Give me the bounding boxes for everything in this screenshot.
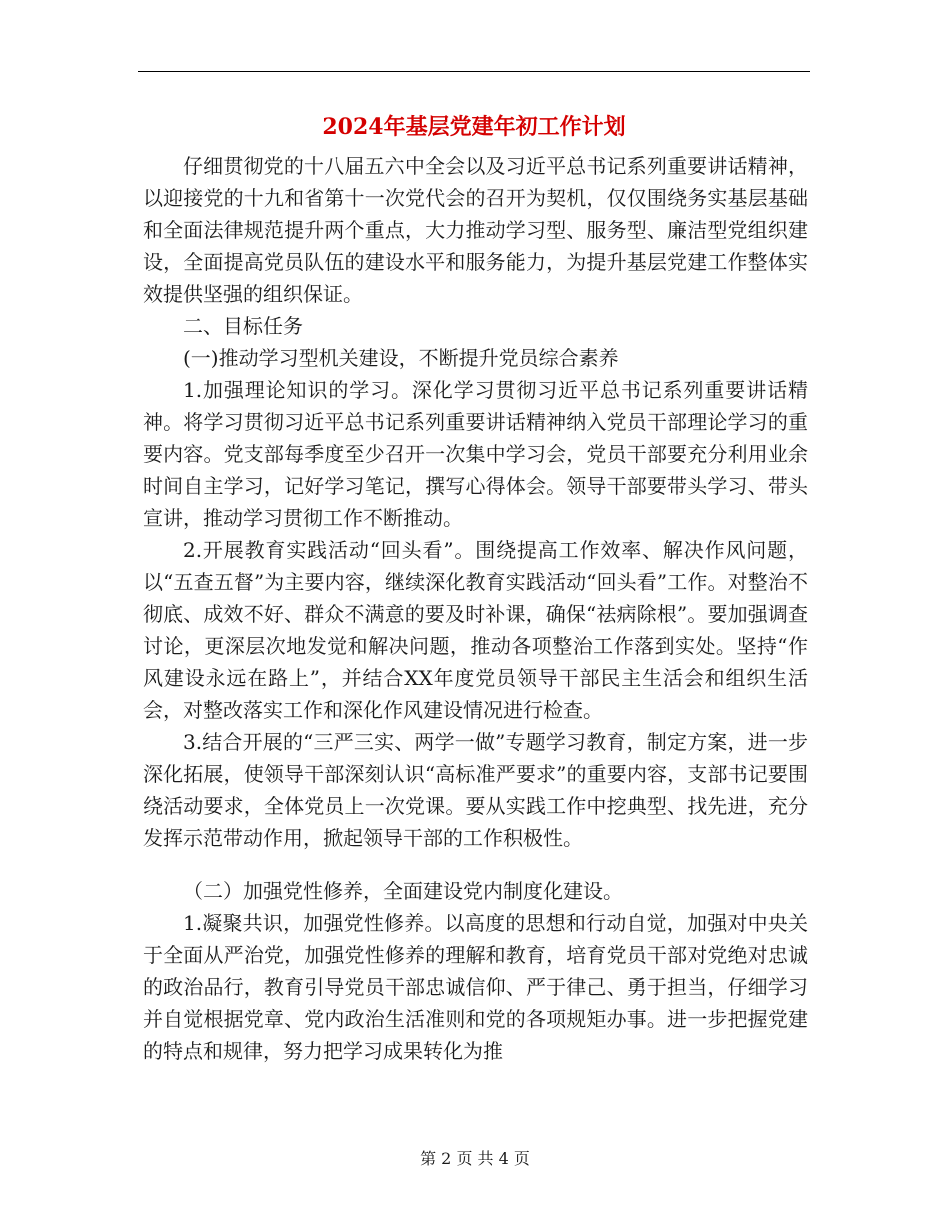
- paragraph-item-2: 2.开展教育实践活动“回头看”。围绕提高工作效率、解决作风问题，以“五查五督”为主要内容，继续深化教育实践活动“回头看”工作。对整治不彻底、成效不好、群众不满意的要及时补课，确保“祛病除根”。要加强调查讨论，更深层次地发觉和解决问题，推动各项整治工作落到实处。坚持“作风建设永远在路上”，并结合XX年度党员领导干部民主生活会和组织生活会，对整改落实工作和深化作风建设情况进行检查。: [143, 538, 808, 722]
- paragraph-item-1: 1.加强理论知识的学习。深化学习贯彻习近平总书记系列重要讲话精神。将学习贯彻习近平总书记系列重要讲话精神纳入党员干部理论学习的重要内容。党支部每季度至少召开一次集中学习会，党员干部要充分利用业余时间自主学习，记好学习笔记，撰写心得体会。领导干部要带头学习、带头宣讲，推动学习贯彻工作不断推动。: [143, 378, 808, 530]
- heading-goals: 二、目标任务: [183, 314, 303, 338]
- header-rule: [138, 71, 810, 72]
- subheading-learning: (一)推动学习型机关建设，不断提升党员综合素养: [183, 346, 619, 370]
- paragraph-item-4: 1.凝聚共识，加强党性修养。以高度的思想和行动自觉，加强对中央关于全面从严治党，加强党性修养的理解和教育，培育党员干部对党绝对忠诚的政治品行，教育引导党员干部忠诚信仰、严于律己、勇于担当，仔细学习并自觉根据党章、党内政治生活准则和党的各项规矩办事。进一步把握党建的特点和规律，努力把学习成果转化为推: [143, 911, 808, 1063]
- subheading-party-spirit: （二）加强党性修养，全面建设党内制度化建设。: [183, 879, 623, 903]
- paragraph-item-3: 3.结合开展的“三严三实、两学一做”专题学习教育，制定方案，进一步深化拓展，使领导干部深刻认识“高标准严要求”的重要内容，支部书记要围绕活动要求，全体党员上一次党课。要从实践工作中挖典型、找先进，充分发挥示范带动作用，掀起领导干部的工作积极性。: [143, 730, 808, 850]
- document-title: 2024年基层党建年初工作计划: [322, 114, 626, 140]
- document-body: [143, 150, 808, 1067]
- page-footer: 第 2 页 共 4 页: [420, 1149, 530, 1168]
- paragraph-intro: 仔细贯彻党的十八届五六中全会以及习近平总书记系列重要讲话精神，以迎接党的十九和省第十一次党代会的召开为契机，仅仅围绕务实基层基础和全面法律规范提升两个重点，大力推动学习型、服务型、廉洁型党组织建设，全面提高党员队伍的建设水平和服务能力，为提升基层党建工作整体实效提供坚强的组织保证。: [143, 154, 808, 306]
